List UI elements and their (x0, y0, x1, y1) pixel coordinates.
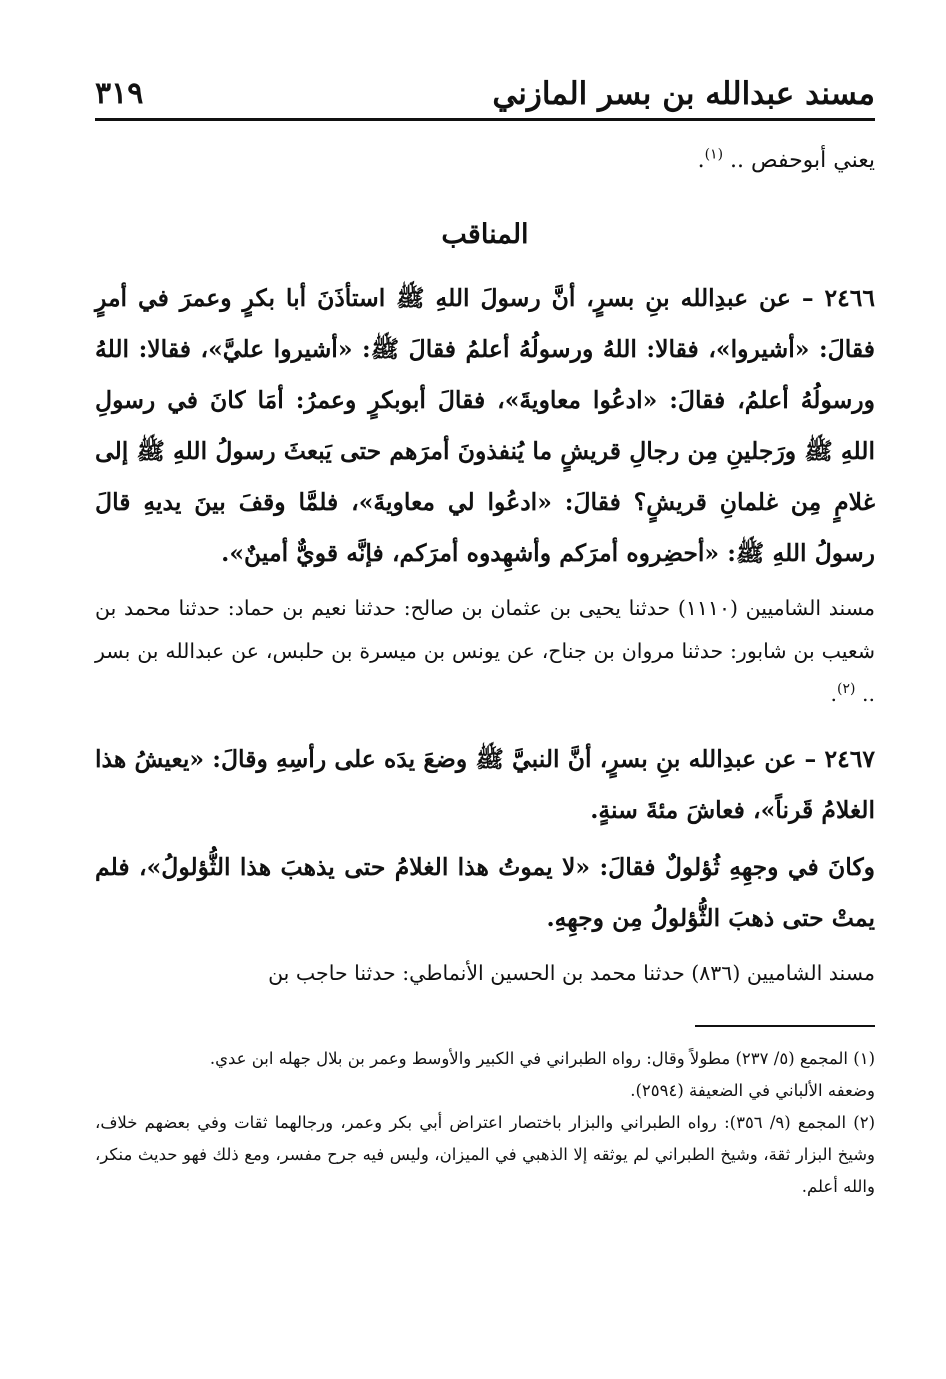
hadith-2467-continued: وكانَ في وجهِهِ ثُؤلولٌ فقالَ: «لا يموتُ هذا الغلامُ حتى يذهبَ هذا الثُّؤلولُ»، فلم يمتْ حتى ذهبَ الثُّؤلولُ مِن وجهِهِ. (95, 853, 875, 932)
isnad-2466-text: مسند الشاميين (١١١٠) حدثنا يحيى بن عثمان بن صالح: حدثنا نعيم بن حماد: حدثنا محمد بن شعيب بن شابور: حدثنا مروان بن جناح، عن يونس بن ميسرة بن حلبس، عن عبدالله بن بسر .. (95, 596, 875, 706)
book-page (95, 70, 875, 1203)
carryover-text: يعني أبوحفص .. (723, 148, 875, 173)
header-rule (95, 118, 875, 121)
footnote-1-continued: وضعفه الألباني في الضعيفة (٢٥٩٤). (630, 1081, 875, 1100)
carryover-end: . (697, 148, 705, 173)
hadith-2466: ٢٤٦٦ – عن عبدِالله بنِ بسرٍ، أنَّ رسولَ اللهِ ﷺ استأذَنَ أبا بكرٍ وعمرَ في أمرٍ فقالَ: «أشيروا»، فقالا: اللهُ ورسولُهُ أعلمُ فقالَ ﷺ: «أشيروا عليَّ»، فقالا: اللهُ ورسولُهُ أعلمُ، فقالَ: «ادعُوا معاويةَ»، فقالَ أبوبكرٍ وعمرُ: أمَا كانَ في رسولِ اللهِ ﷺ ورَجلينِ مِن رجالِ قريشٍ ما يُنفذونَ أمرَهم حتى يَبعثَ رسولُ اللهِ ﷺ إلى غلامٍ مِن غلمانِ قريشٍ؟ فقالَ: «ادعُوا لي معاويةَ»، فلمَّا وقفَ بينَ يديهِ قالَ رسولُ اللهِ ﷺ: «أحضِروه أمرَكم وأشهِدوه أمرَكم، فإنَّه قويٌّ أمينٌ». (95, 284, 875, 567)
footnotes (95, 1043, 875, 1203)
footnote-ref-1: (١) (704, 146, 724, 163)
isnad-2466-end: . (830, 682, 837, 706)
hadith-2467: ٢٤٦٧ – عن عبدِالله بنِ بسرٍ، أنَّ النبيَّ ﷺ وضعَ يدَه على رأسِهِ وقالَ: «يعيشُ هذا الغلامُ قَرناً»، فعاشَ مئةَ سنةٍ. (95, 745, 875, 824)
footnote-2: (٢) المجمع (٩/ ٣٥٦): رواه الطبراني والبزار باختصار اعتراض أبي بكر وعمر، ورجالهما ثقات وفي بعضهم خلاف، وشيخ البزار ثقة، وشيخ الطبراني لم يوثقه إلا الذهبي في الميزان، وليس فيه جرح مفسر، ومع ذلك فهو حديث منكر، والله أعلم. (95, 1113, 875, 1196)
footnote-separator (695, 1025, 875, 1027)
footnote-ref-2: (٢) (836, 681, 856, 698)
running-header (95, 70, 875, 114)
carryover-line (95, 143, 875, 179)
isnad-2467: مسند الشاميين (٨٣٦) حدثنا محمد بن الحسين الأنماطي: حدثنا حاجب بن (268, 961, 875, 985)
section-heading: المناقب (441, 219, 529, 250)
page-number: ٣١٩ (95, 76, 144, 111)
isnad-2466 (95, 587, 875, 716)
footnote-1: (١) المجمع (٥/ ٢٣٧) مطولاً وقال: رواه الطبراني في الكبير والأوسط وعمر بن بلال جهله ابن عدي. (209, 1049, 875, 1068)
running-title: مسند عبدالله بن بسر المازني (492, 76, 875, 112)
